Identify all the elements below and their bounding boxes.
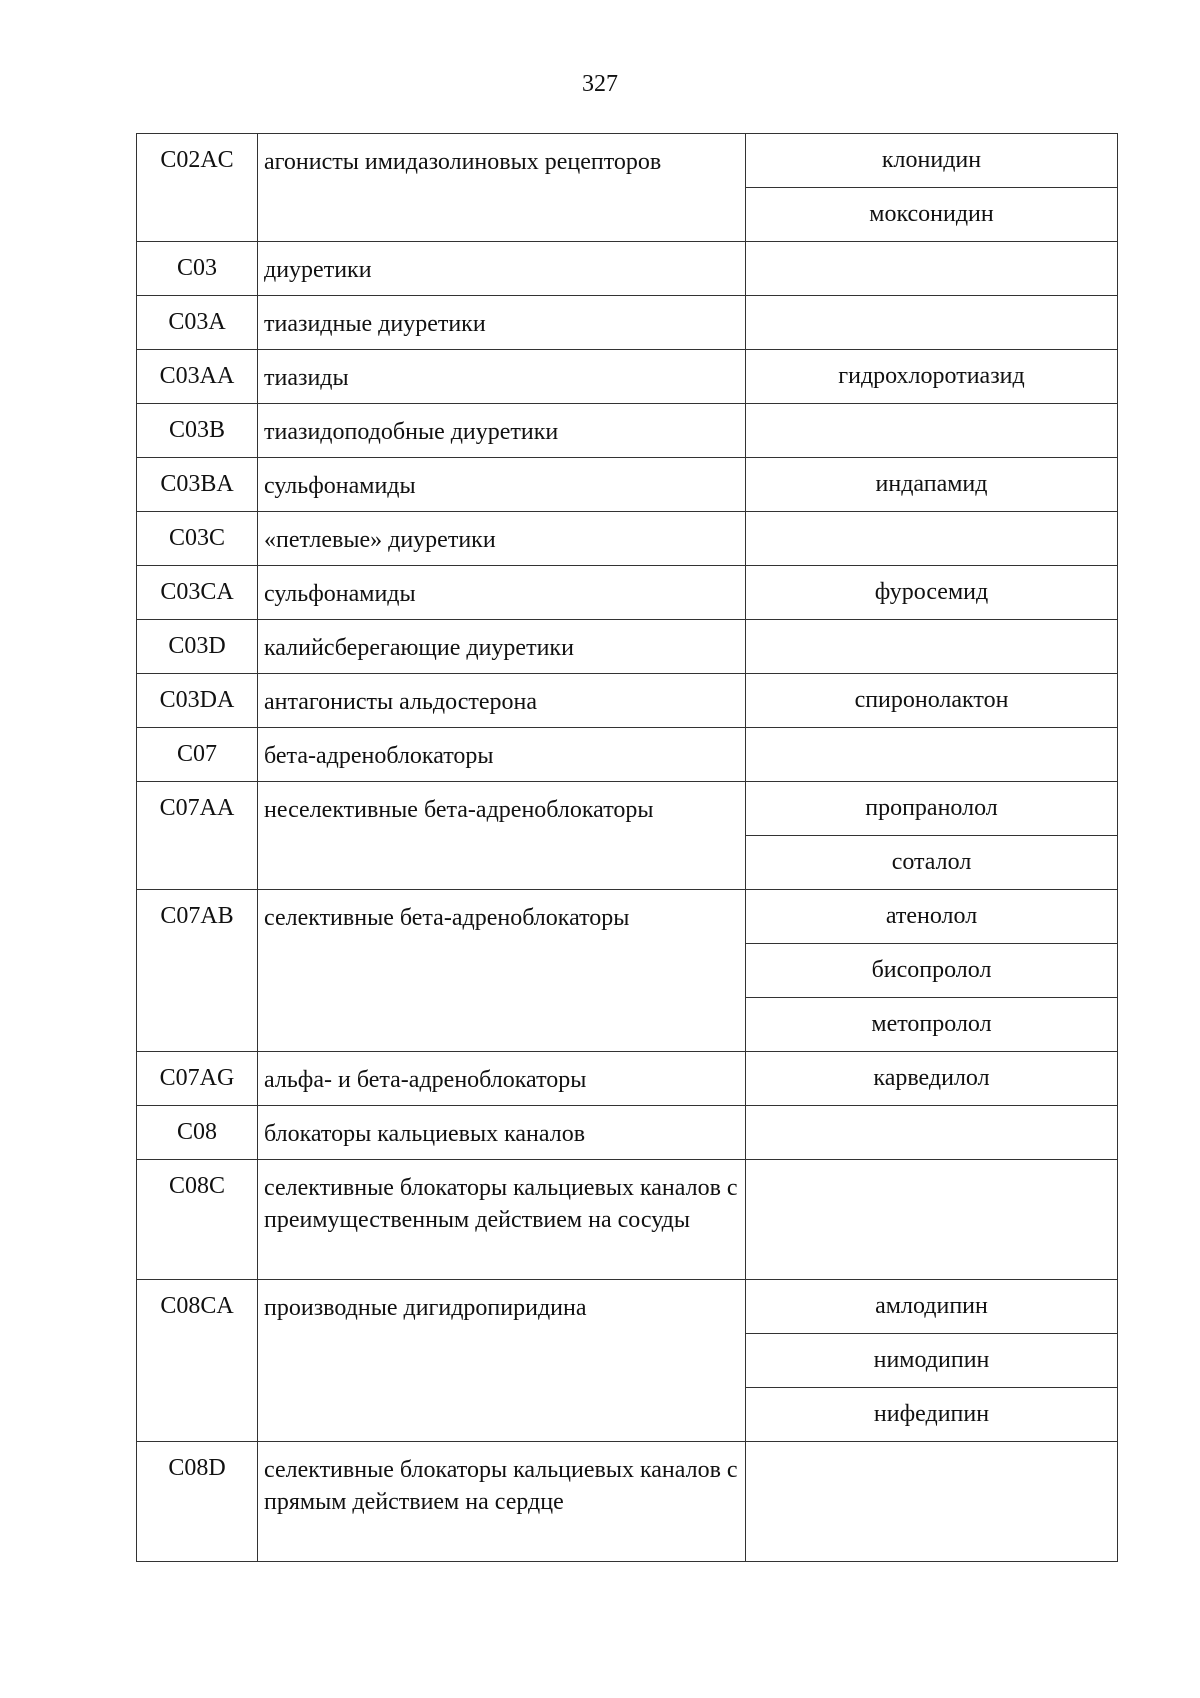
drug-name-cell: нимодипин — [746, 1334, 1118, 1388]
drug-name-cell: бисопролол — [746, 944, 1118, 998]
drug-name-cell: моксонидин — [746, 188, 1118, 242]
atc-code-cell: C03B — [137, 404, 258, 458]
group-name-cell: диуретики — [258, 242, 746, 296]
drug-name-cell: метопролол — [746, 998, 1118, 1052]
atc-code-cell: C08 — [137, 1106, 258, 1160]
atc-code-cell: C03DA — [137, 674, 258, 728]
atc-code-cell: C07AA — [137, 782, 258, 890]
atc-code-cell: C08D — [137, 1442, 258, 1562]
table-row — [137, 134, 1118, 188]
table-row — [137, 1052, 1118, 1106]
drug-name-cell: карведилол — [746, 1052, 1118, 1106]
group-name-cell: сульфонамиды — [258, 458, 746, 512]
group-name-cell: альфа- и бета-адреноблокаторы — [258, 1052, 746, 1106]
atc-code-cell: C03BA — [137, 458, 258, 512]
drug-name-cell: атенолол — [746, 890, 1118, 944]
table-row — [137, 566, 1118, 620]
table-row — [137, 1442, 1118, 1562]
drug-name-cell — [746, 1442, 1118, 1562]
table-row — [137, 512, 1118, 566]
atc-code-cell: C07 — [137, 728, 258, 782]
drug-name-cell: клонидин — [746, 134, 1118, 188]
group-name-cell: калийсберегающие диуретики — [258, 620, 746, 674]
group-name-cell: неселективные бета-адреноблокаторы — [258, 782, 746, 890]
group-name-cell: «петлевые» диуретики — [258, 512, 746, 566]
group-name-cell: блокаторы кальциевых каналов — [258, 1106, 746, 1160]
drug-name-cell — [746, 512, 1118, 566]
atc-code-cell: C03 — [137, 242, 258, 296]
drug-name-cell: спиронолактон — [746, 674, 1118, 728]
atc-code-cell: C03A — [137, 296, 258, 350]
atc-code-cell: C03AA — [137, 350, 258, 404]
drug-name-cell — [746, 728, 1118, 782]
group-name-cell: тиазидные диуретики — [258, 296, 746, 350]
table-row — [137, 1280, 1118, 1334]
group-name-cell: антагонисты альдостерона — [258, 674, 746, 728]
table-row — [137, 242, 1118, 296]
group-name-cell: производные дигидропиридина — [258, 1280, 746, 1442]
group-name-cell: агонисты имидазолиновых рецепторов — [258, 134, 746, 242]
table-row — [137, 350, 1118, 404]
drug-name-cell — [746, 242, 1118, 296]
drug-name-cell — [746, 404, 1118, 458]
atc-code-cell: C07AG — [137, 1052, 258, 1106]
atc-code-cell: C08C — [137, 1160, 258, 1280]
group-name-cell: селективные блокаторы кальциевых каналов с преимущественным действием на сосуды — [258, 1160, 746, 1280]
drug-name-cell — [746, 1106, 1118, 1160]
group-name-cell: селективные бета-адреноблокаторы — [258, 890, 746, 1052]
drug-name-cell: соталол — [746, 836, 1118, 890]
atc-classification-table — [136, 133, 1118, 1562]
table-row — [137, 674, 1118, 728]
table-row — [137, 782, 1118, 836]
table-row — [137, 728, 1118, 782]
group-name-cell: тиазидоподобные диуретики — [258, 404, 746, 458]
atc-code-cell: C02AC — [137, 134, 258, 242]
drug-name-cell — [746, 296, 1118, 350]
table-row — [137, 1106, 1118, 1160]
group-name-cell: тиазиды — [258, 350, 746, 404]
atc-code-cell: C08CA — [137, 1280, 258, 1442]
atc-code-cell: C03CA — [137, 566, 258, 620]
table-row — [137, 404, 1118, 458]
table-row — [137, 458, 1118, 512]
drug-name-cell: пропранолол — [746, 782, 1118, 836]
atc-code-cell: C03C — [137, 512, 258, 566]
table-row — [137, 890, 1118, 944]
table-row — [137, 1160, 1118, 1280]
drug-name-cell: гидрохлоротиазид — [746, 350, 1118, 404]
group-name-cell: сульфонамиды — [258, 566, 746, 620]
group-name-cell: бета-адреноблокаторы — [258, 728, 746, 782]
atc-code-cell: C07AB — [137, 890, 258, 1052]
drug-name-cell: амлодипин — [746, 1280, 1118, 1334]
drug-name-cell — [746, 1160, 1118, 1280]
table-row — [137, 296, 1118, 350]
atc-code-cell: C03D — [137, 620, 258, 674]
table-row — [137, 620, 1118, 674]
group-name-cell: селективные блокаторы кальциевых каналов с прямым действием на сердце — [258, 1442, 746, 1562]
page-number: 327 — [582, 71, 618, 97]
drug-name-cell: нифедипин — [746, 1388, 1118, 1442]
drug-name-cell — [746, 620, 1118, 674]
drug-name-cell: индапамид — [746, 458, 1118, 512]
drug-name-cell: фуросемид — [746, 566, 1118, 620]
